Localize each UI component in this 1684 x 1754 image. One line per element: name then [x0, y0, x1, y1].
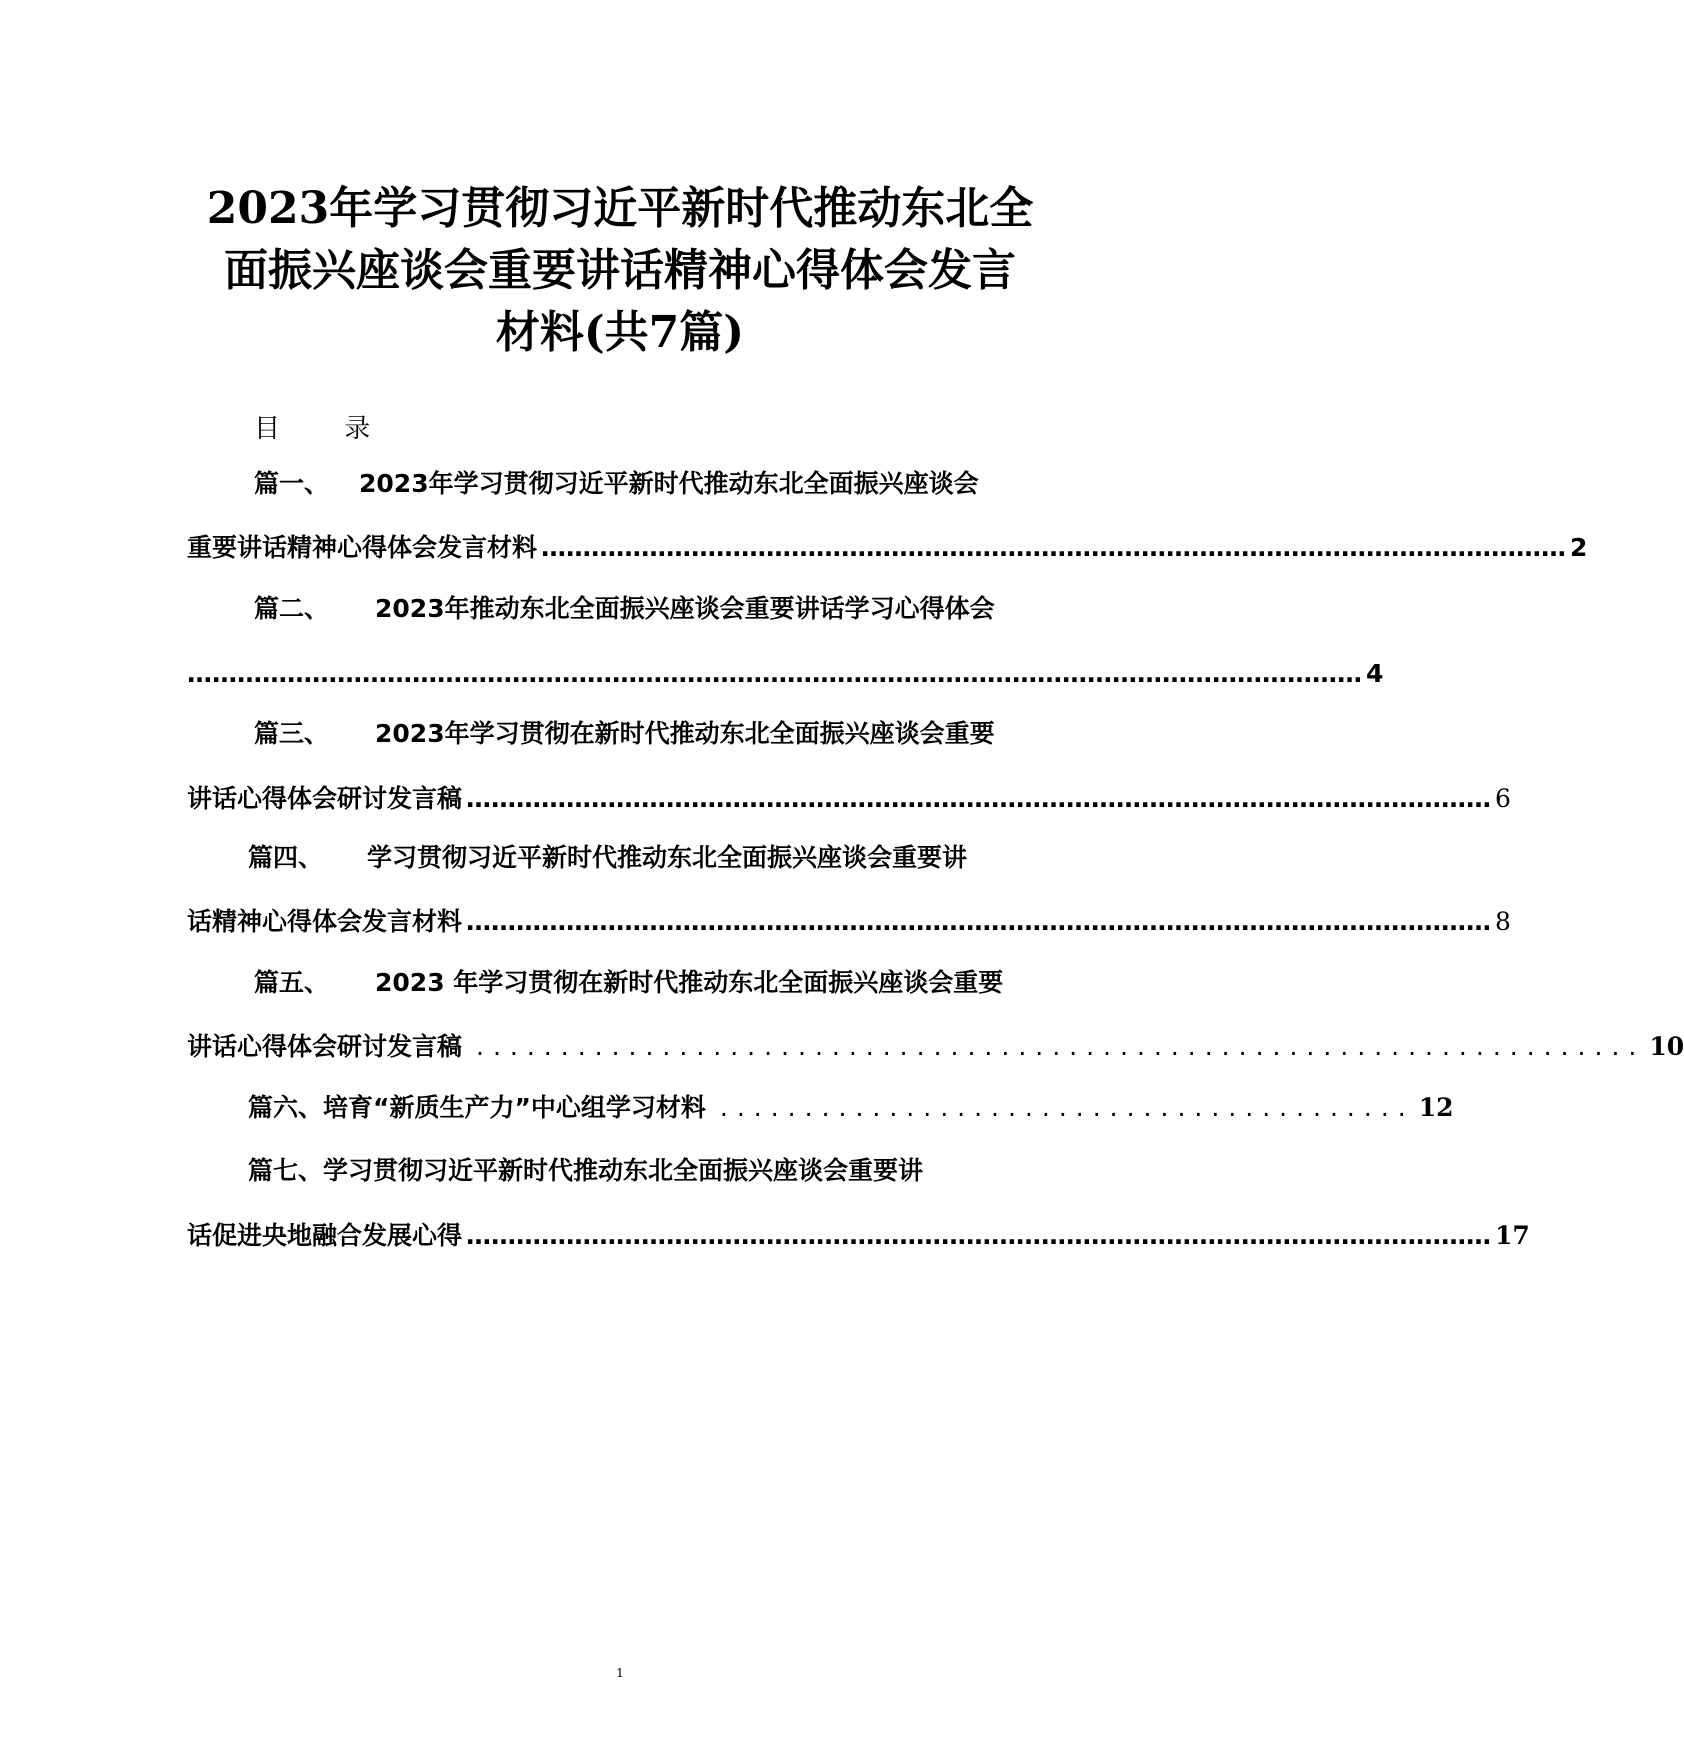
toc-entry-4-page: 8 [1495, 907, 1511, 936]
toc-entry-4-text: 学习贯彻习近平新时代推动东北全面振兴座谈会重要讲 [367, 843, 968, 872]
toc-entry-7-cont[interactable] [187, 1220, 1530, 1252]
toc-entry-2-text: 2023年推动东北全面振兴座谈会重要讲话学习心得体会 [375, 594, 995, 623]
toc-entry-1-label: 篇一、 [254, 469, 330, 498]
toc-entry-5-label: 篇五、 [254, 968, 330, 997]
toc-entry-3-text: 2023年学习贯彻在新时代推动东北全面振兴座谈会重要 [375, 719, 995, 748]
toc-entry-5-cont[interactable] [187, 1031, 1684, 1063]
toc-entry-7-page: 17 [1495, 1221, 1530, 1250]
toc-entry-3-text-cont: 讲话心得体会研讨发言稿 [187, 784, 463, 813]
toc-entry-7-text: 学习贯彻习近平新时代推动东北全面振兴座谈会重要讲 [323, 1156, 924, 1185]
toc-leader-dots: …………………………………………………………………………………………………………… [466, 784, 1492, 813]
toc-entry-6-text: 培育“新质生产力”中心组学习材料 [323, 1093, 706, 1122]
toc-entry-2-page: 4 [1366, 659, 1384, 688]
toc-entry-5-text-cont: 讲话心得体会研讨发言稿 [187, 1032, 463, 1061]
toc-entry-6[interactable] [248, 1092, 1454, 1124]
page-number: 1 [616, 1666, 624, 1680]
toc-entry-5-page: 10 [1649, 1032, 1684, 1061]
toc-entry-3-cont[interactable] [187, 783, 1511, 815]
toc-entry-6-label: 篇六、 [248, 1093, 324, 1122]
toc-leader-dots: …………………………………………………………………………………………………………… [466, 907, 1492, 936]
toc-entry-4-cont[interactable] [187, 906, 1511, 938]
title-line-3: 材料(共7篇) [495, 307, 745, 358]
title-line-2: 面振兴座谈会重要讲话精神心得体会发言 [224, 245, 1016, 296]
toc-entry-5-text: 2023 年学习贯彻在新时代推动东北全面振兴座谈会重要 [375, 968, 1004, 997]
toc-entry-2-cont[interactable] [187, 658, 1384, 690]
title-line-1: 2023年学习贯彻习近平新时代推动东北全 [206, 183, 1034, 234]
toc-entry-3-page: 6 [1495, 784, 1511, 813]
toc-entry-7[interactable] [248, 1155, 923, 1187]
toc-entry-1-cont[interactable] [187, 532, 1588, 564]
toc-entry-1-text: 2023年学习贯彻习近平新时代推动东北全面振兴座谈会 [359, 469, 979, 498]
toc-leader-dots: ......................................... [719, 1093, 1415, 1122]
toc-leader-dots: ..................................................................... [476, 1032, 1646, 1061]
toc-entry-3-label: 篇三、 [254, 719, 330, 748]
document-title [150, 178, 1090, 364]
toc-entry-7-text-cont: 话促进央地融合发展心得 [187, 1221, 463, 1250]
toc-entry-3[interactable] [254, 718, 995, 750]
toc-entry-7-label: 篇七、 [248, 1156, 324, 1185]
toc-heading: 目 录 [254, 414, 399, 444]
toc-entry-1-page: 2 [1570, 533, 1588, 562]
toc-leader-dots: …………………………………………………………………………………………………………… [466, 1221, 1492, 1250]
toc-entry-2-label: 篇二、 [254, 594, 330, 623]
toc-entry-1-text-cont: 重要讲话精神心得体会发言材料 [187, 533, 538, 562]
toc-entry-4-text-cont: 话精神心得体会发言材料 [187, 907, 463, 936]
toc-entry-4-label: 篇四、 [248, 843, 324, 872]
toc-leader-dots: …………………………………………………………………………………………………………… [541, 533, 1567, 562]
toc-entry-6-page: 12 [1418, 1093, 1454, 1122]
toc-entry-4[interactable] [248, 842, 967, 874]
toc-entry-5[interactable] [254, 967, 1003, 999]
toc-leader-dots: …………………………………………………………………………………………………………………………… [187, 659, 1362, 688]
toc-entry-1[interactable] [254, 468, 979, 500]
toc-entry-2[interactable] [254, 593, 995, 625]
